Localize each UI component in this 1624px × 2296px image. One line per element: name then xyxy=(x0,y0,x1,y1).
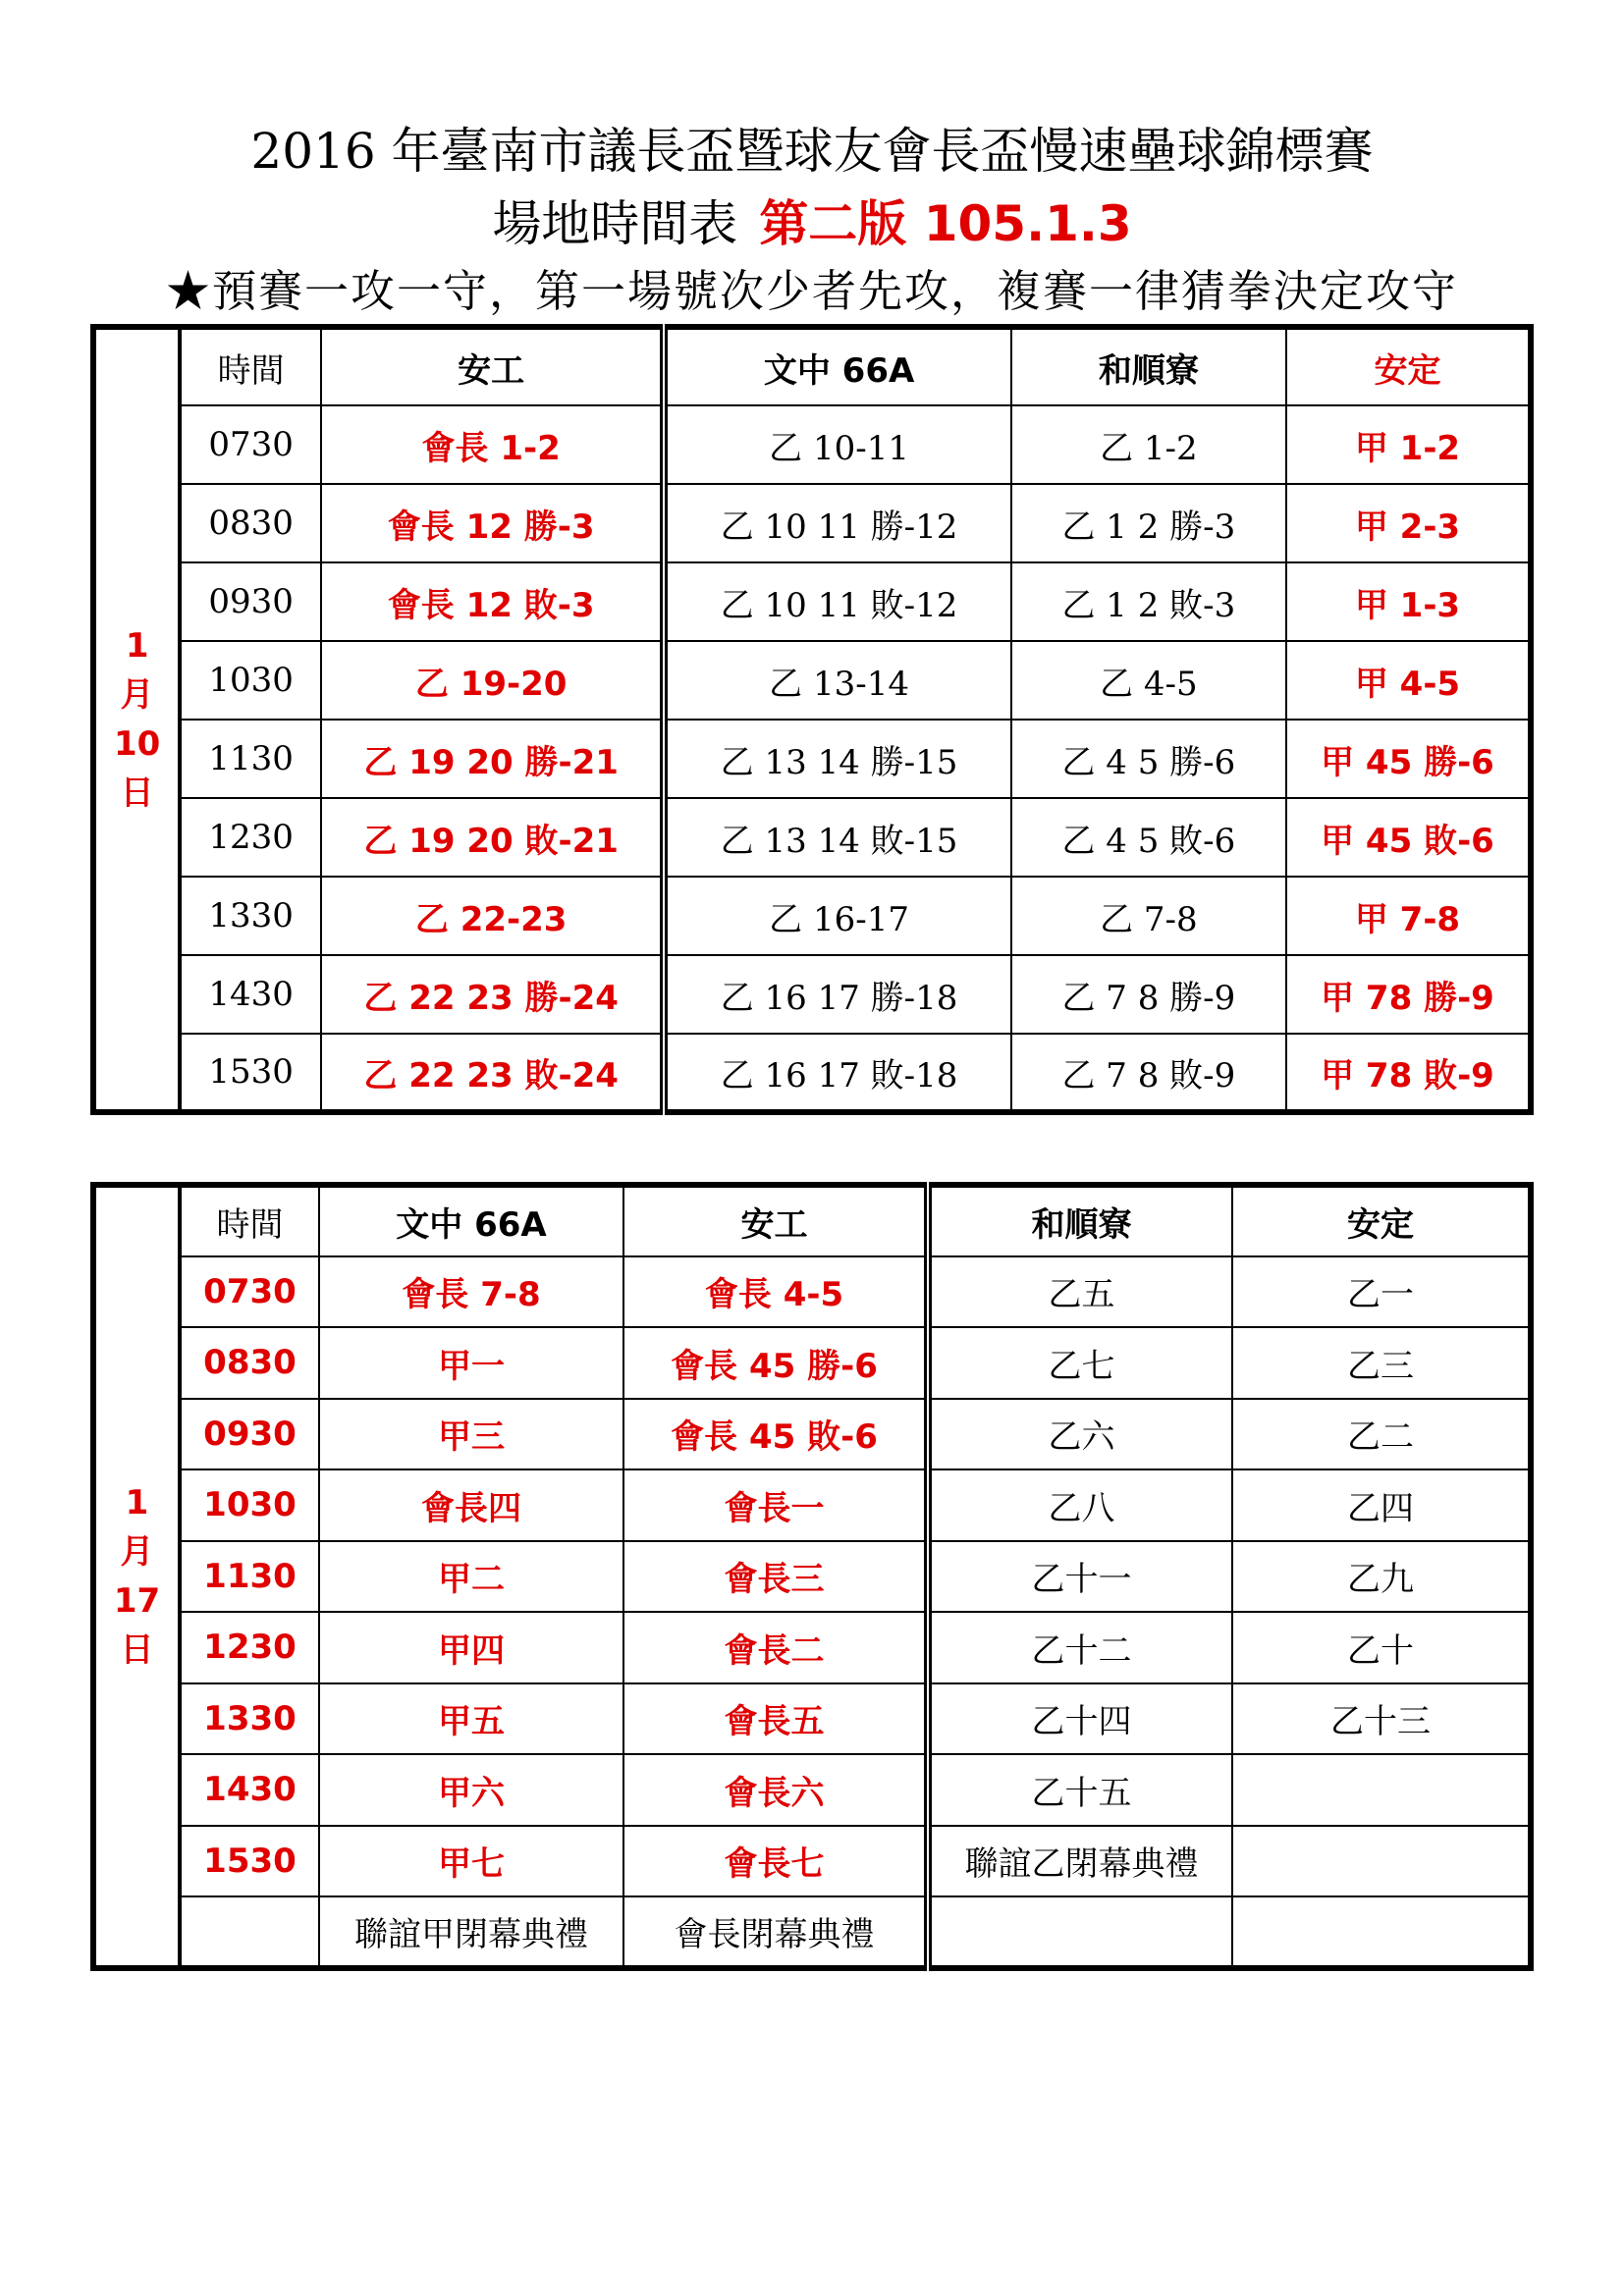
game-cell: 甲 1-2 xyxy=(1286,405,1531,484)
game-cell: 乙十 xyxy=(1232,1612,1531,1683)
game-cell: 乙十一 xyxy=(928,1541,1232,1613)
game-cell xyxy=(1232,1826,1531,1897)
table-row xyxy=(93,1683,1531,1755)
game-cell: 甲六 xyxy=(319,1754,623,1826)
game-cell: 乙四 xyxy=(1232,1469,1531,1541)
date-part: 日 xyxy=(120,1629,154,1670)
game-cell: 甲 2-3 xyxy=(1286,484,1531,562)
header-time: 時間 xyxy=(180,1185,319,1256)
table-row xyxy=(93,1754,1531,1826)
table-row xyxy=(93,1541,1531,1613)
date-cell xyxy=(93,327,180,1112)
game-cell: 乙 7-8 xyxy=(1011,877,1286,955)
time-cell: 1030 xyxy=(180,1469,319,1541)
time-cell: 1430 xyxy=(180,955,321,1034)
table-row xyxy=(93,1826,1531,1897)
table-row xyxy=(93,1327,1531,1399)
table-row xyxy=(93,1896,1531,1968)
game-cell: 甲五 xyxy=(319,1683,623,1755)
table-row xyxy=(93,877,1531,955)
page-subtitle xyxy=(0,192,1624,255)
game-cell: 乙 19 20 敗-21 xyxy=(321,798,664,877)
date-part: 1 xyxy=(125,626,149,666)
date-cell xyxy=(93,1185,180,1968)
game-cell: 乙 7 8 敗-9 xyxy=(1011,1034,1286,1112)
game-cell: 乙 19-20 xyxy=(321,641,664,720)
header-venue: 和順寮 xyxy=(928,1185,1232,1256)
table-row xyxy=(93,1612,1531,1683)
game-cell: 聯誼乙閉幕典禮 xyxy=(928,1826,1232,1897)
game-cell: 會長 4-5 xyxy=(623,1256,928,1328)
game-cell: 會長 45 敗-6 xyxy=(623,1399,928,1470)
version-label: 第二版 105.1.3 xyxy=(759,195,1132,252)
header-venue: 安定 xyxy=(1286,327,1531,405)
time-cell: 1330 xyxy=(180,877,321,955)
game-cell: 甲二 xyxy=(319,1541,623,1613)
game-cell: 甲 45 勝-6 xyxy=(1286,720,1531,798)
game-cell: 甲 78 勝-9 xyxy=(1286,955,1531,1034)
date-part: 月 xyxy=(120,675,154,715)
schedule-table-jan10 xyxy=(90,324,1534,1115)
game-cell: 乙 16-17 xyxy=(664,877,1010,955)
game-cell: 乙 19 20 勝-21 xyxy=(321,720,664,798)
time-cell: 0830 xyxy=(180,1327,319,1399)
game-cell: 甲 78 敗-9 xyxy=(1286,1034,1531,1112)
game-cell xyxy=(1232,1754,1531,1826)
subtitle-text: 場地時間表 xyxy=(492,195,738,252)
game-cell: 乙 13 14 敗-15 xyxy=(664,798,1010,877)
date-part: 1 xyxy=(125,1482,149,1522)
game-cell: 乙五 xyxy=(928,1256,1232,1328)
game-cell: 甲七 xyxy=(319,1826,623,1897)
game-cell: 乙 22 23 敗-24 xyxy=(321,1034,664,1112)
time-cell: 0930 xyxy=(180,1399,319,1470)
ceremony-cell: 聯誼甲閉幕典禮 xyxy=(319,1896,623,1968)
date-part: 月 xyxy=(120,1531,154,1572)
table-header-row xyxy=(93,327,1531,405)
game-cell: 會長 7-8 xyxy=(319,1256,623,1328)
game-cell: 乙 4 5 勝-6 xyxy=(1011,720,1286,798)
table-row xyxy=(93,955,1531,1034)
game-cell: 乙十二 xyxy=(928,1612,1232,1683)
game-cell: 甲 7-8 xyxy=(1286,877,1531,955)
game-cell: 甲一 xyxy=(319,1327,623,1399)
game-cell: 乙 16 17 勝-18 xyxy=(664,955,1010,1034)
ceremony-cell: 會長閉幕典禮 xyxy=(623,1896,928,1968)
game-cell: 甲 45 敗-6 xyxy=(1286,798,1531,877)
table-row xyxy=(93,1034,1531,1112)
game-cell: 會長四 xyxy=(319,1469,623,1541)
game-cell: 會長二 xyxy=(623,1612,928,1683)
table-row xyxy=(93,484,1531,562)
game-cell xyxy=(928,1896,1232,1968)
game-cell: 乙十三 xyxy=(1232,1683,1531,1755)
game-cell: 會長五 xyxy=(623,1683,928,1755)
page-title: 2016 年臺南市議長盃暨球友會長盃慢速壘球錦標賽 xyxy=(250,123,1374,180)
time-cell: 0730 xyxy=(180,405,321,484)
game-cell: 乙十四 xyxy=(928,1683,1232,1755)
game-cell: 乙 1 2 勝-3 xyxy=(1011,484,1286,562)
game-cell: 乙 10-11 xyxy=(664,405,1010,484)
game-cell: 乙 16 17 敗-18 xyxy=(664,1034,1010,1112)
header-venue: 安定 xyxy=(1232,1185,1531,1256)
game-cell: 會長七 xyxy=(623,1826,928,1897)
game-cell: 乙六 xyxy=(928,1399,1232,1470)
table-row xyxy=(93,1399,1531,1470)
game-cell: 乙 22-23 xyxy=(321,877,664,955)
game-cell: 乙一 xyxy=(1232,1256,1531,1328)
game-cell: 會長 45 勝-6 xyxy=(623,1327,928,1399)
game-cell: 乙 7 8 勝-9 xyxy=(1011,955,1286,1034)
game-cell: 會長 1-2 xyxy=(321,405,664,484)
game-cell: 會長六 xyxy=(623,1754,928,1826)
game-cell: 乙十五 xyxy=(928,1754,1232,1826)
game-cell: 乙 4-5 xyxy=(1011,641,1286,720)
time-cell: 1230 xyxy=(180,1612,319,1683)
table-header-row xyxy=(93,1185,1531,1256)
header-venue: 安工 xyxy=(321,327,664,405)
game-cell: 乙 13 14 勝-15 xyxy=(664,720,1010,798)
game-cell: 甲四 xyxy=(319,1612,623,1683)
header-venue: 文中 66A xyxy=(319,1185,623,1256)
table-row xyxy=(93,405,1531,484)
game-cell: 乙 10 11 敗-12 xyxy=(664,562,1010,641)
game-cell: 乙八 xyxy=(928,1469,1232,1541)
time-cell: 1230 xyxy=(180,798,321,877)
table-row xyxy=(93,641,1531,720)
header-venue: 和順寮 xyxy=(1011,327,1286,405)
game-cell: 會長一 xyxy=(623,1469,928,1541)
game-cell: 會長 12 敗-3 xyxy=(321,562,664,641)
header-venue: 安工 xyxy=(623,1185,928,1256)
header-venue: 文中 66A xyxy=(664,327,1010,405)
table-row xyxy=(93,1256,1531,1328)
game-cell: 會長三 xyxy=(623,1541,928,1613)
game-cell: 乙七 xyxy=(928,1327,1232,1399)
game-cell: 甲 4-5 xyxy=(1286,641,1531,720)
game-cell: 乙九 xyxy=(1232,1541,1531,1613)
date-part: 10 xyxy=(114,724,161,764)
table-row xyxy=(93,798,1531,877)
time-cell: 1130 xyxy=(180,720,321,798)
game-cell: 會長 12 勝-3 xyxy=(321,484,664,562)
table-row xyxy=(93,1469,1531,1541)
time-cell: 0930 xyxy=(180,562,321,641)
time-cell: 0730 xyxy=(180,1256,319,1328)
schedule-table-jan17 xyxy=(90,1182,1534,1971)
game-cell: 乙 10 11 勝-12 xyxy=(664,484,1010,562)
game-cell xyxy=(1232,1896,1531,1968)
time-cell: 1330 xyxy=(180,1683,319,1755)
time-cell: 1530 xyxy=(180,1034,321,1112)
date-part: 17 xyxy=(113,1580,161,1621)
time-cell: 1430 xyxy=(180,1754,319,1826)
game-cell: 乙二 xyxy=(1232,1399,1531,1470)
table-row xyxy=(93,720,1531,798)
time-cell: 1530 xyxy=(180,1826,319,1897)
date-part: 日 xyxy=(120,774,154,813)
game-cell: 乙 13-14 xyxy=(664,641,1010,720)
time-cell: 1130 xyxy=(180,1541,319,1613)
game-cell: 乙 1 2 敗-3 xyxy=(1011,562,1286,641)
time-cell: 1030 xyxy=(180,641,321,720)
game-cell: 乙 4 5 敗-6 xyxy=(1011,798,1286,877)
game-cell: 甲三 xyxy=(319,1399,623,1470)
time-cell xyxy=(180,1896,319,1968)
game-cell: 甲 1-3 xyxy=(1286,562,1531,641)
time-cell: 0830 xyxy=(180,484,321,562)
rules-note: ★預賽一攻一守，第一場號次少者先攻，複賽一律猜拳決定攻守 xyxy=(165,265,1458,317)
table-row xyxy=(93,562,1531,641)
header-time: 時間 xyxy=(180,327,321,405)
game-cell: 乙 22 23 勝-24 xyxy=(321,955,664,1034)
game-cell: 乙 1-2 xyxy=(1011,405,1286,484)
game-cell: 乙三 xyxy=(1232,1327,1531,1399)
